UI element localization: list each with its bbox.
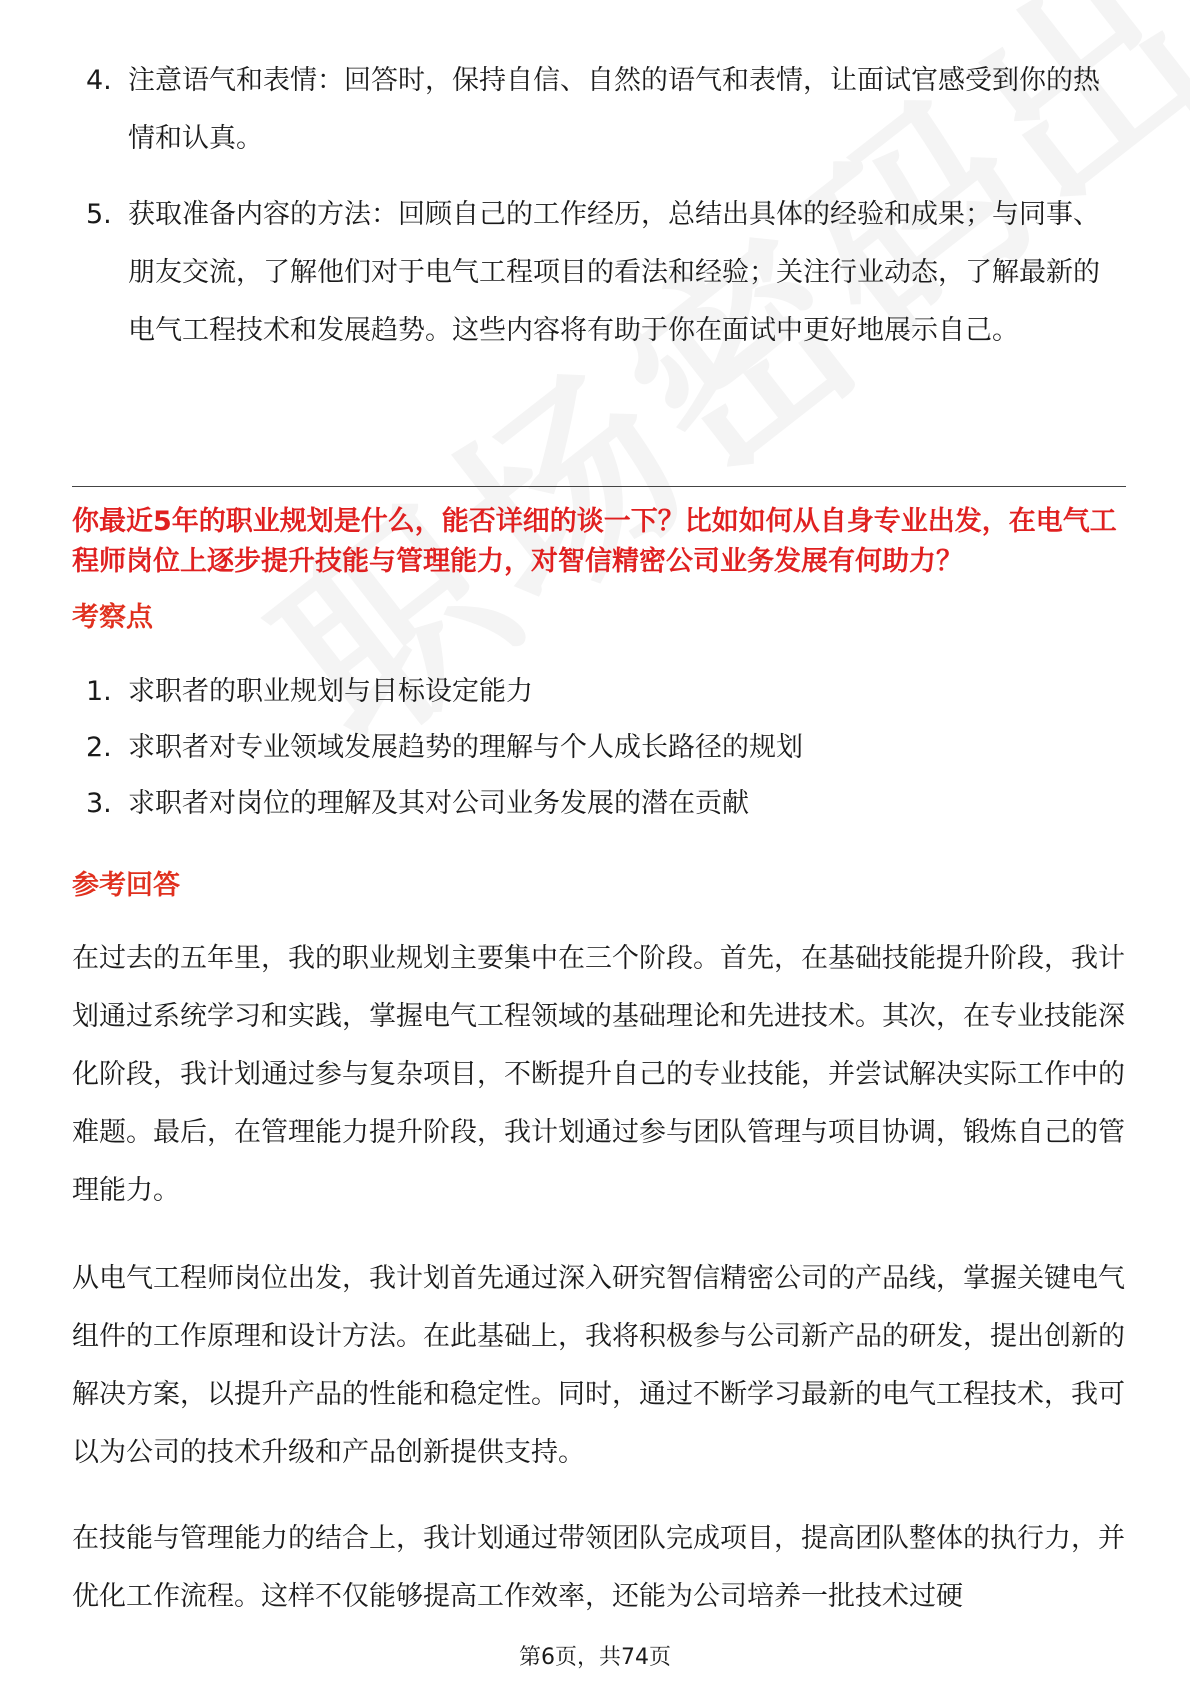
list-item-number: 3. bbox=[86, 788, 112, 819]
list-item bbox=[72, 776, 1122, 832]
list-item bbox=[72, 186, 1122, 360]
reference-answer-heading: 参考回答 bbox=[72, 870, 180, 901]
list-item-number: 4. bbox=[86, 65, 112, 96]
assessment-points-list bbox=[72, 664, 1122, 832]
list-item bbox=[72, 720, 1122, 776]
interview-question: 你最近5年的职业规划是什么，能否详细的谈一下？比如如何从自身专业出发，在电气工程师岗位上逐步提升技能与管理能力，对智信精密公司业务发展有何助力？ bbox=[72, 506, 1117, 577]
assessment-points-heading: 考察点 bbox=[72, 602, 153, 633]
answer-paragraph: 从电气工程师岗位出发，我计划首先通过深入研究智信精密公司的产品线，掌握关键电气组件的工作原理和设计方法。在此基础上，我将积极参与公司新产品的研发，提出创新的解决方案，以提升产品的性能和稳定性。同时，通过不断学习最新的电气工程技术，我可以为公司的技术升级和产品创新提供支持。 bbox=[72, 1263, 1125, 1468]
list-item-text: 注意语气和表情：回答时，保持自信、自然的语气和表情，让面试官感受到你的热情和认真。 bbox=[128, 65, 1100, 154]
list-item-number: 2. bbox=[86, 732, 112, 763]
list-item-number: 1. bbox=[86, 676, 112, 707]
list-item-text: 获取准备内容的方法：回顾自己的工作经历，总结出具体的经验和成果；与同事、朋友交流，了解他们对于电气工程项目的看法和经验；关注行业动态，了解最新的电气工程技术和发展趋势。这些内容将有助于你在面试中更好地展示自己。 bbox=[128, 199, 1100, 346]
list-item bbox=[72, 52, 1122, 168]
list-item-text: 求职者的职业规划与目标设定能力 bbox=[128, 676, 533, 707]
list-item-number: 5. bbox=[86, 199, 112, 230]
section-divider bbox=[72, 486, 1126, 487]
page-number: 第6页，共74页 bbox=[519, 1645, 671, 1670]
answer-paragraph: 在过去的五年里，我的职业规划主要集中在三个阶段。首先，在基础技能提升阶段，我计划通过系统学习和实践，掌握电气工程领域的基础理论和先进技术。其次，在专业技能深化阶段，我计划通过参与复杂项目，不断提升自己的专业技能，并尝试解决实际工作中的难题。最后，在管理能力提升阶段，我计划通过参与团队管理与项目协调，锻炼自己的管理能力。 bbox=[72, 943, 1125, 1206]
list-item-text: 求职者对岗位的理解及其对公司业务发展的潜在贡献 bbox=[128, 788, 749, 819]
list-item bbox=[72, 664, 1122, 720]
list-item-text: 求职者对专业领域发展趋势的理解与个人成长路径的规划 bbox=[128, 732, 803, 763]
prep-tips-list bbox=[72, 52, 1122, 378]
answer-paragraph: 在技能与管理能力的结合上，我计划通过带领团队完成项目，提高团队整体的执行力，并优化工作流程。这样不仅能够提高工作效率，还能为公司培养一批技术过硬 bbox=[72, 1523, 1125, 1612]
